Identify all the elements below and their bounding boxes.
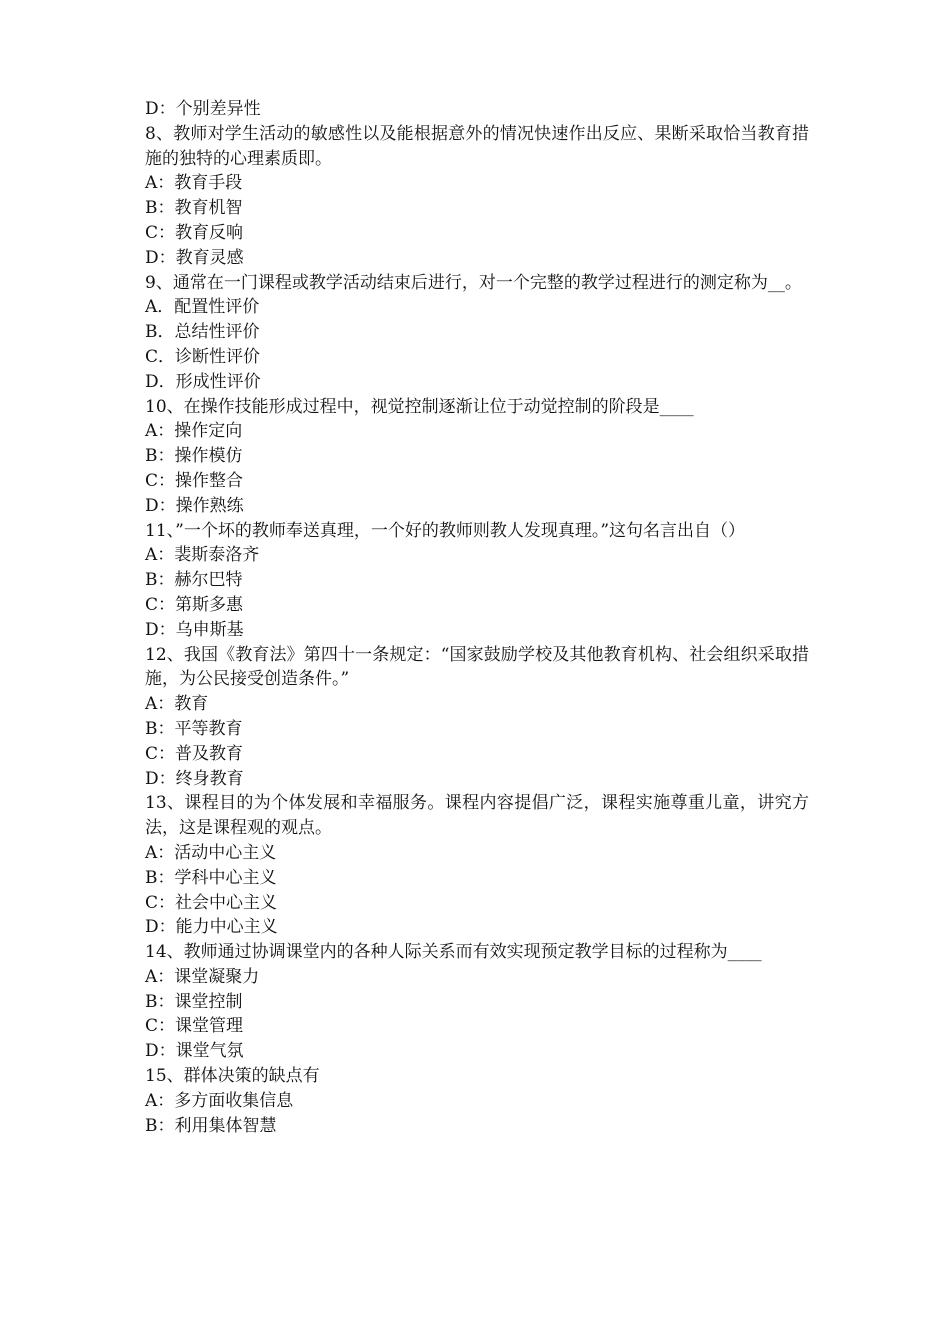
option-line: A．配置性评价: [145, 297, 260, 318]
option-line: A：操作定向: [145, 421, 243, 442]
question-text: 11、”一个坏的教师奉送真理，一个好的教师则教人发现真理。”这句名言出自（）: [145, 520, 746, 541]
option-line: A：多方面收集信息: [145, 1090, 294, 1111]
question-text: 13、课程目的为个体发展和幸福服务。课程内容提倡广泛，课程实施尊重儿童，讲究方法，这是课程观的观点。: [145, 793, 809, 839]
option-line: D：能力中心主义: [145, 917, 278, 938]
option-line: A：教育: [145, 694, 209, 715]
option-line: B：平等教育: [145, 718, 243, 739]
option-line: A：活动中心主义: [145, 842, 277, 863]
option-line: D：个别差异性: [145, 99, 261, 119]
option-line: B：学科中心主义: [145, 867, 277, 888]
option-line: D：操作熟练: [145, 495, 244, 516]
option-line: D．形成性评价: [145, 371, 261, 392]
option-line: B：操作模仿: [145, 446, 243, 467]
option-line: B．总结性评价: [145, 322, 260, 343]
question-text: 15、群体决策的缺点有: [145, 1066, 320, 1087]
question-text: 10、在操作技能形成过程中，视觉控制逐渐让位于动觉控制的阶段是____: [145, 396, 694, 417]
option-line: D：课堂气氛: [145, 1041, 244, 1062]
option-line: D：教育灵感: [145, 247, 244, 268]
option-line: A：课堂凝聚力: [145, 966, 260, 987]
option-line: C．诊断性评价: [145, 346, 261, 367]
option-line: C：第斯多惠: [145, 594, 244, 615]
option-line: A：教育手段: [145, 173, 243, 194]
question-text: 9、通常在一门课程或教学活动结束后进行，对一个完整的教学过程进行的测定称为__。: [145, 272, 802, 293]
option-line: C：操作整合: [145, 470, 244, 491]
option-line: A：裴斯泰洛齐: [145, 545, 260, 566]
question-text: 14、教师通过协调课堂内的各种人际关系而有效实现预定教学目标的过程称为____: [145, 942, 762, 963]
option-line: D：乌申斯基: [145, 619, 244, 640]
question-text: 12、我国《教育法》第四十一条规定：“国家鼓励学校及其他教育机构、社会组织采取措施，为公民接受创造条件。”: [145, 644, 809, 690]
option-line: B：赫尔巴特: [145, 570, 243, 591]
question-list: [145, 97, 809, 1138]
option-line: B：课堂控制: [145, 991, 243, 1012]
option-line: C：普及教育: [145, 743, 244, 764]
option-line: C：课堂管理: [145, 1016, 244, 1037]
option-line: D：终身教育: [145, 768, 244, 789]
option-line: C：教育反响: [145, 222, 244, 243]
option-line: B：教育机智: [145, 198, 243, 219]
option-line: B：利用集体智慧: [145, 1115, 277, 1136]
option-line: C：社会中心主义: [145, 892, 278, 913]
question-text: 8、教师对学生活动的敏感性以及能根据意外的情况快速作出反应、果断采取恰当教育措施的独特的心理素质即。: [145, 123, 809, 169]
